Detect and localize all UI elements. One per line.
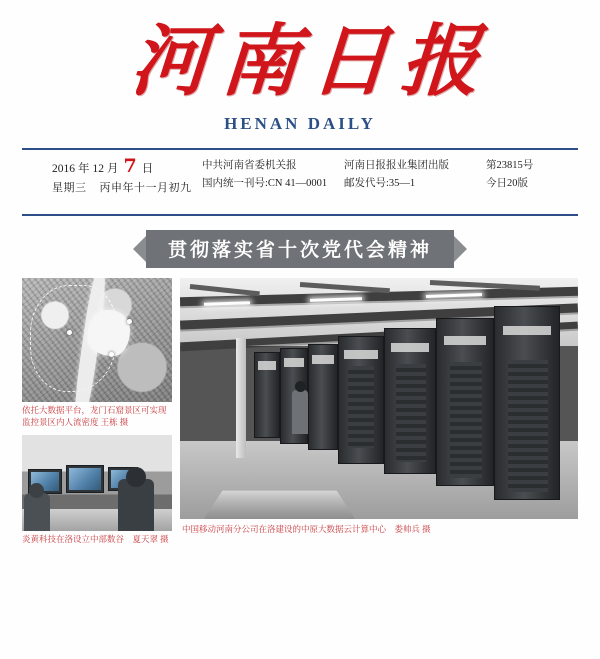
- photo-column-right: [180, 278, 578, 545]
- banner-headline: 贯彻落实省十次党代会精神: [146, 230, 454, 268]
- map-pin-icon: [127, 319, 132, 324]
- date-year: 2016: [52, 162, 75, 175]
- control-room-photo-credit: 夏天翠 摄: [132, 533, 169, 544]
- aerial-photo-block: [22, 278, 172, 429]
- pages-today: 今日20版: [486, 178, 528, 190]
- data-center-photo-caption: [180, 523, 578, 535]
- publisher-row: [202, 157, 576, 176]
- aerial-photo-caption: [22, 402, 172, 429]
- monitor-center: [66, 465, 104, 493]
- date-month-unit: 月: [107, 162, 119, 175]
- data-center-caption-text: 中国移动河南分公司在洛建设的中原大数据云计算中心: [182, 523, 387, 534]
- rack-front-panel: [508, 360, 548, 492]
- seated-operator-head: [126, 467, 146, 487]
- date-day-unit: 日: [141, 162, 154, 175]
- rack-front-panel: [348, 366, 374, 448]
- aerial-photo-credit: 王栋 摄: [100, 417, 129, 428]
- technician-head: [295, 381, 306, 392]
- newspaper-title-english: HENAN DAILY: [224, 113, 376, 133]
- date-month: 12: [92, 162, 104, 175]
- publishing-group: 河南日报报业集团出版: [344, 159, 449, 171]
- control-room-photo: [22, 435, 172, 531]
- aisle-walkway: [204, 490, 355, 518]
- structural-pillar: [236, 338, 246, 458]
- aerial-map-photo: [22, 278, 172, 402]
- registration-row: [202, 175, 576, 194]
- server-rack: [254, 352, 280, 438]
- newspaper-title-chinese: 河南日报: [127, 16, 495, 107]
- photo-column-left: [22, 278, 172, 545]
- map-pin-icon: [67, 330, 72, 335]
- monitor-screen: [69, 468, 101, 490]
- control-room-caption-text: 炎黄科技在洛设立中部数谷: [22, 533, 125, 544]
- section-banner: [0, 230, 600, 268]
- scenic-area-highlight: [88, 310, 130, 356]
- rack-front-panel: [396, 364, 426, 462]
- gregorian-date: [52, 154, 202, 179]
- banner-arrow-left-icon: [133, 236, 146, 262]
- weekday: 星期三: [52, 181, 87, 194]
- header-divider-bottom: [22, 214, 578, 216]
- second-operator-head: [29, 483, 44, 498]
- lunar-date: 丙申年十一月初九: [99, 181, 192, 194]
- date-block: [24, 154, 202, 198]
- banner-arrow-right-icon: [454, 236, 467, 262]
- date-year-unit: 年: [78, 162, 90, 175]
- control-room-photo-caption: [22, 531, 172, 545]
- rack-front-panel: [450, 362, 482, 478]
- masthead: [0, 0, 600, 138]
- lunar-date-line: [52, 179, 202, 198]
- data-center-photo-credit: 娄帅兵 摄: [394, 523, 431, 534]
- publisher-block: [202, 157, 576, 195]
- cn-serial-code: 国内统一刊号:CN 41—0001: [202, 178, 328, 190]
- publisher-name: 中共河南省委机关报: [202, 159, 297, 171]
- aerial-caption-text: 依托大数据平台，龙门石窟景区可实现监控景区内人流密度: [22, 404, 167, 428]
- control-room-photo-block: [22, 435, 172, 545]
- issue-number: 第23815号: [486, 159, 534, 171]
- photo-grid: [0, 278, 600, 545]
- postal-code: 邮发代号:35—1: [344, 178, 416, 190]
- publication-info-bar: [0, 150, 600, 204]
- second-operator-body: [24, 493, 50, 531]
- data-center-photo: [180, 278, 578, 519]
- date-day: 7: [123, 154, 137, 177]
- technician-body: [292, 390, 308, 434]
- server-rack: [308, 344, 338, 450]
